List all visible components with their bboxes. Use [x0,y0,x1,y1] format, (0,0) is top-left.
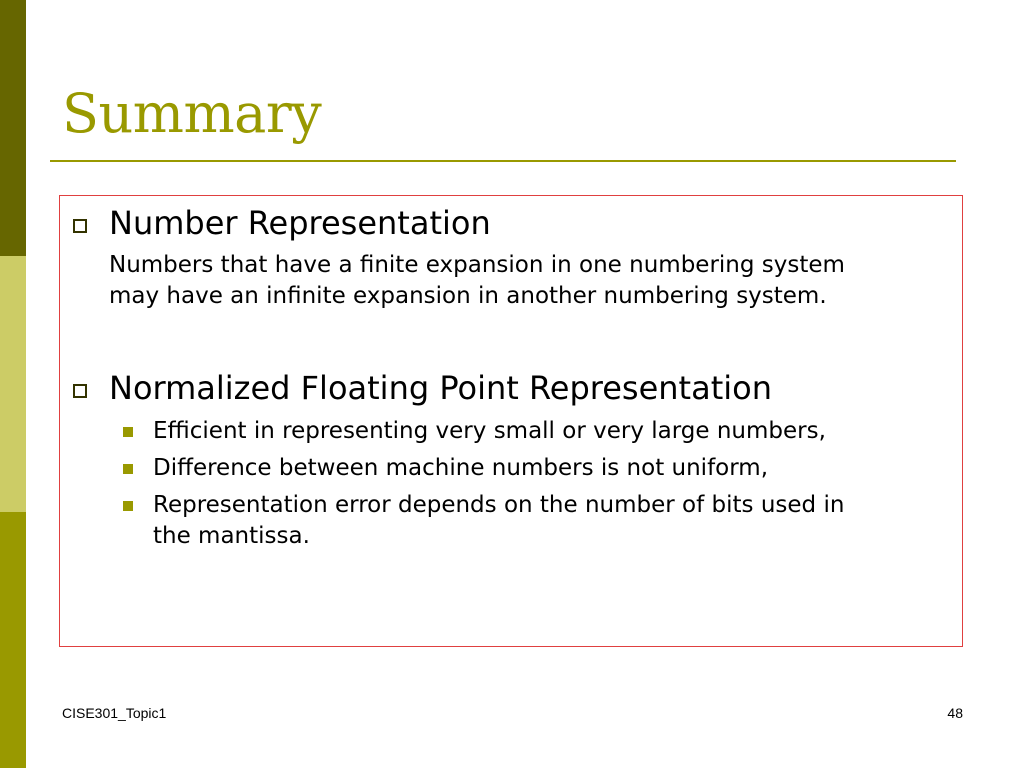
sub-bullet-icon [123,427,133,437]
sub-bullet-icon [123,501,133,511]
sidebar-band-light [0,256,26,512]
section-text-line: Numbers that have a finite expansion in one numbering system [109,252,845,278]
footer-page-number: 48 [947,705,963,721]
square-bullet-icon [73,219,87,233]
section-heading-number-representation: Number Representation [109,204,491,242]
slide-title: Summary [62,82,322,145]
section-heading-floating-point: Normalized Floating Point Representation [109,369,772,407]
section-text-line: may have an infinite expansion in another numbering system. [109,283,827,309]
sidebar-band-olive [0,512,26,768]
sub-bullet-icon [123,464,133,474]
sidebar-band-dark [0,0,26,256]
list-item: Representation error depends on the number of bits used in [153,492,845,518]
list-item-continuation: the mantissa. [153,523,310,549]
footer-course-label: CISE301_Topic1 [62,705,167,721]
list-item: Efficient in representing very small or very large numbers, [153,418,826,444]
square-bullet-icon [73,384,87,398]
list-item: Difference between machine numbers is not uniform, [153,455,769,481]
title-divider [50,160,956,162]
